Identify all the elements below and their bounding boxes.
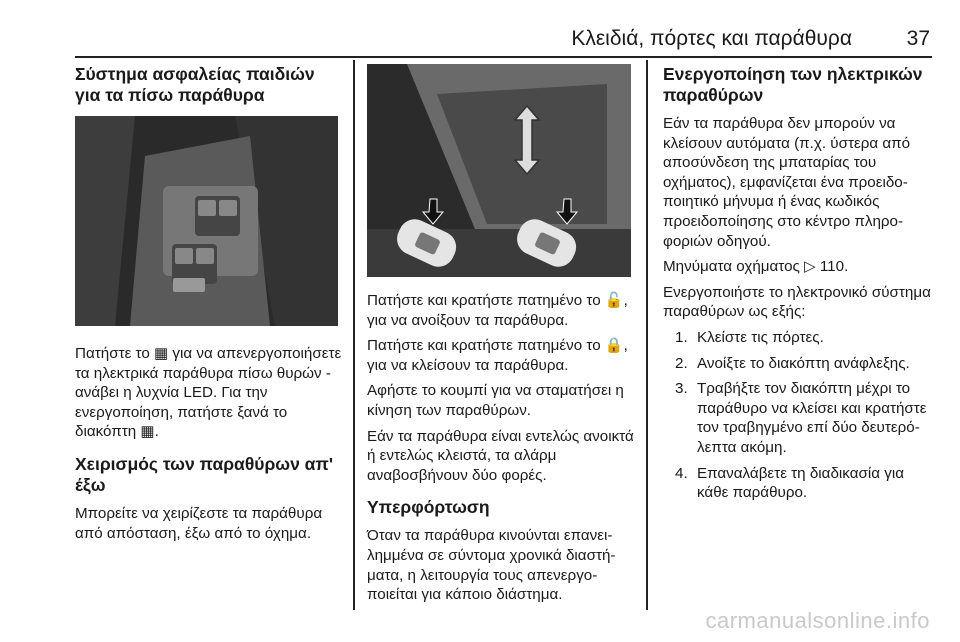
page-number: 37	[906, 27, 930, 50]
header-rule	[75, 56, 932, 58]
column-2	[367, 64, 635, 611]
header-title: Κλειδιά, πόρτες και παράθυρα	[571, 27, 852, 50]
child-lock-window-icon: ▦	[140, 423, 155, 441]
watermark: carmanualsonline.info	[705, 608, 930, 633]
heading-remote-windows: Χειρισμός των παραθύρων απ' έξω	[75, 453, 333, 495]
para-child-lock: Πατήστε το ▦ για να απενεργοποιήσετε τα ηλεκτρικά παράθυρα πίσω θυρών - ανάβει η λυχνία LED. Για την ενεργοποίηση, πατήστε ξανά το διακόπτη ▦.	[75, 345, 342, 441]
para-activate-intro: Εάν τα παράθυρα δεν μπορούν να κλείσουν αυτόματα (π.χ. ύστερα από αποσύνδεση της μπαταρίας του οχήματος), εμφανίζεται ένα προειδοποιητικό μήνυμα ή ένας κωδικός προειδοποίησης στο κέντρο πληροφοριών οδηγού.	[663, 115, 911, 250]
list-item: 4. Επαναλάβετε τη διαδικασία για κάθε παράθυρο.	[675, 464, 904, 502]
list-item: 2. Ανοίξτε το διακόπτη ανάφλεξης.	[675, 354, 910, 372]
steps-list	[663, 328, 933, 503]
column-1	[75, 64, 343, 549]
heading-child-safety: Σύστημα ασφαλείας παιδιών για τα πίσω παράθυρα	[75, 64, 315, 105]
column-3	[663, 64, 933, 509]
column-divider-2	[646, 60, 648, 610]
page-ref-icon: ▷	[804, 258, 816, 276]
para-indicators-flash: Εάν τα παράθυρα είναι εντελώς ανοικτά ή εντελώς κλειστά, τα αλάρμ αναβοσβήνουν δύο φορές.	[367, 427, 634, 484]
para-activate-how: Ενεργοποιήστε το ηλεκτρονικό σύστημα παραθύρων ως εξής:	[663, 283, 931, 321]
child-lock-window-icon: ▦	[154, 345, 169, 362]
column-divider-1	[353, 60, 355, 610]
para-close-windows: Πατήστε και κρατήστε πατημένο το 🔒, για να κλείσουν τα παράθυρα.	[367, 337, 628, 374]
unlock-icon: 🔓	[604, 292, 624, 309]
figure-door-keys	[367, 64, 631, 277]
para-open-windows: Πατήστε και κρατήστε πατημένο το 🔓, για να ανοίξουν τα παράθυρα.	[367, 292, 628, 329]
para-vehicle-messages: Μηνύματα οχήματος ▷ 110.	[663, 258, 849, 276]
para-remote-windows: Μπορείτε να χειρίζεστε τα παράθυρα από απόσταση, έξω από το όχημα.	[75, 504, 323, 542]
para-overload: Όταν τα παράθυρα κινούνται επανειλημμένα σε σύντομα χρονικά διαστήματα, η λειτουργία τους απενεργοποιείται για κάποιο διάστημα.	[367, 527, 616, 604]
list-item: 1. Κλείστε τις πόρτες.	[675, 328, 824, 346]
list-item: 3. Τραβήξτε τον διακόπτη μέχρι το παράθυρο να κλείσει και κρατήστε τον τραβηγμένο επί δύο δευτερόλεπτα ακόμη.	[675, 380, 927, 456]
heading-overload: Υπερφόρτωση	[367, 497, 490, 518]
para-release-button: Αφήστε το κουμπί για να σταματήσει η κίνηση των παραθύρων.	[367, 382, 624, 419]
heading-activate-windows: Ενεργοποίηση των ηλεκτρικών παραθύρων	[663, 64, 923, 105]
figure-window-switches	[75, 116, 338, 326]
lock-icon: 🔒	[604, 337, 624, 355]
